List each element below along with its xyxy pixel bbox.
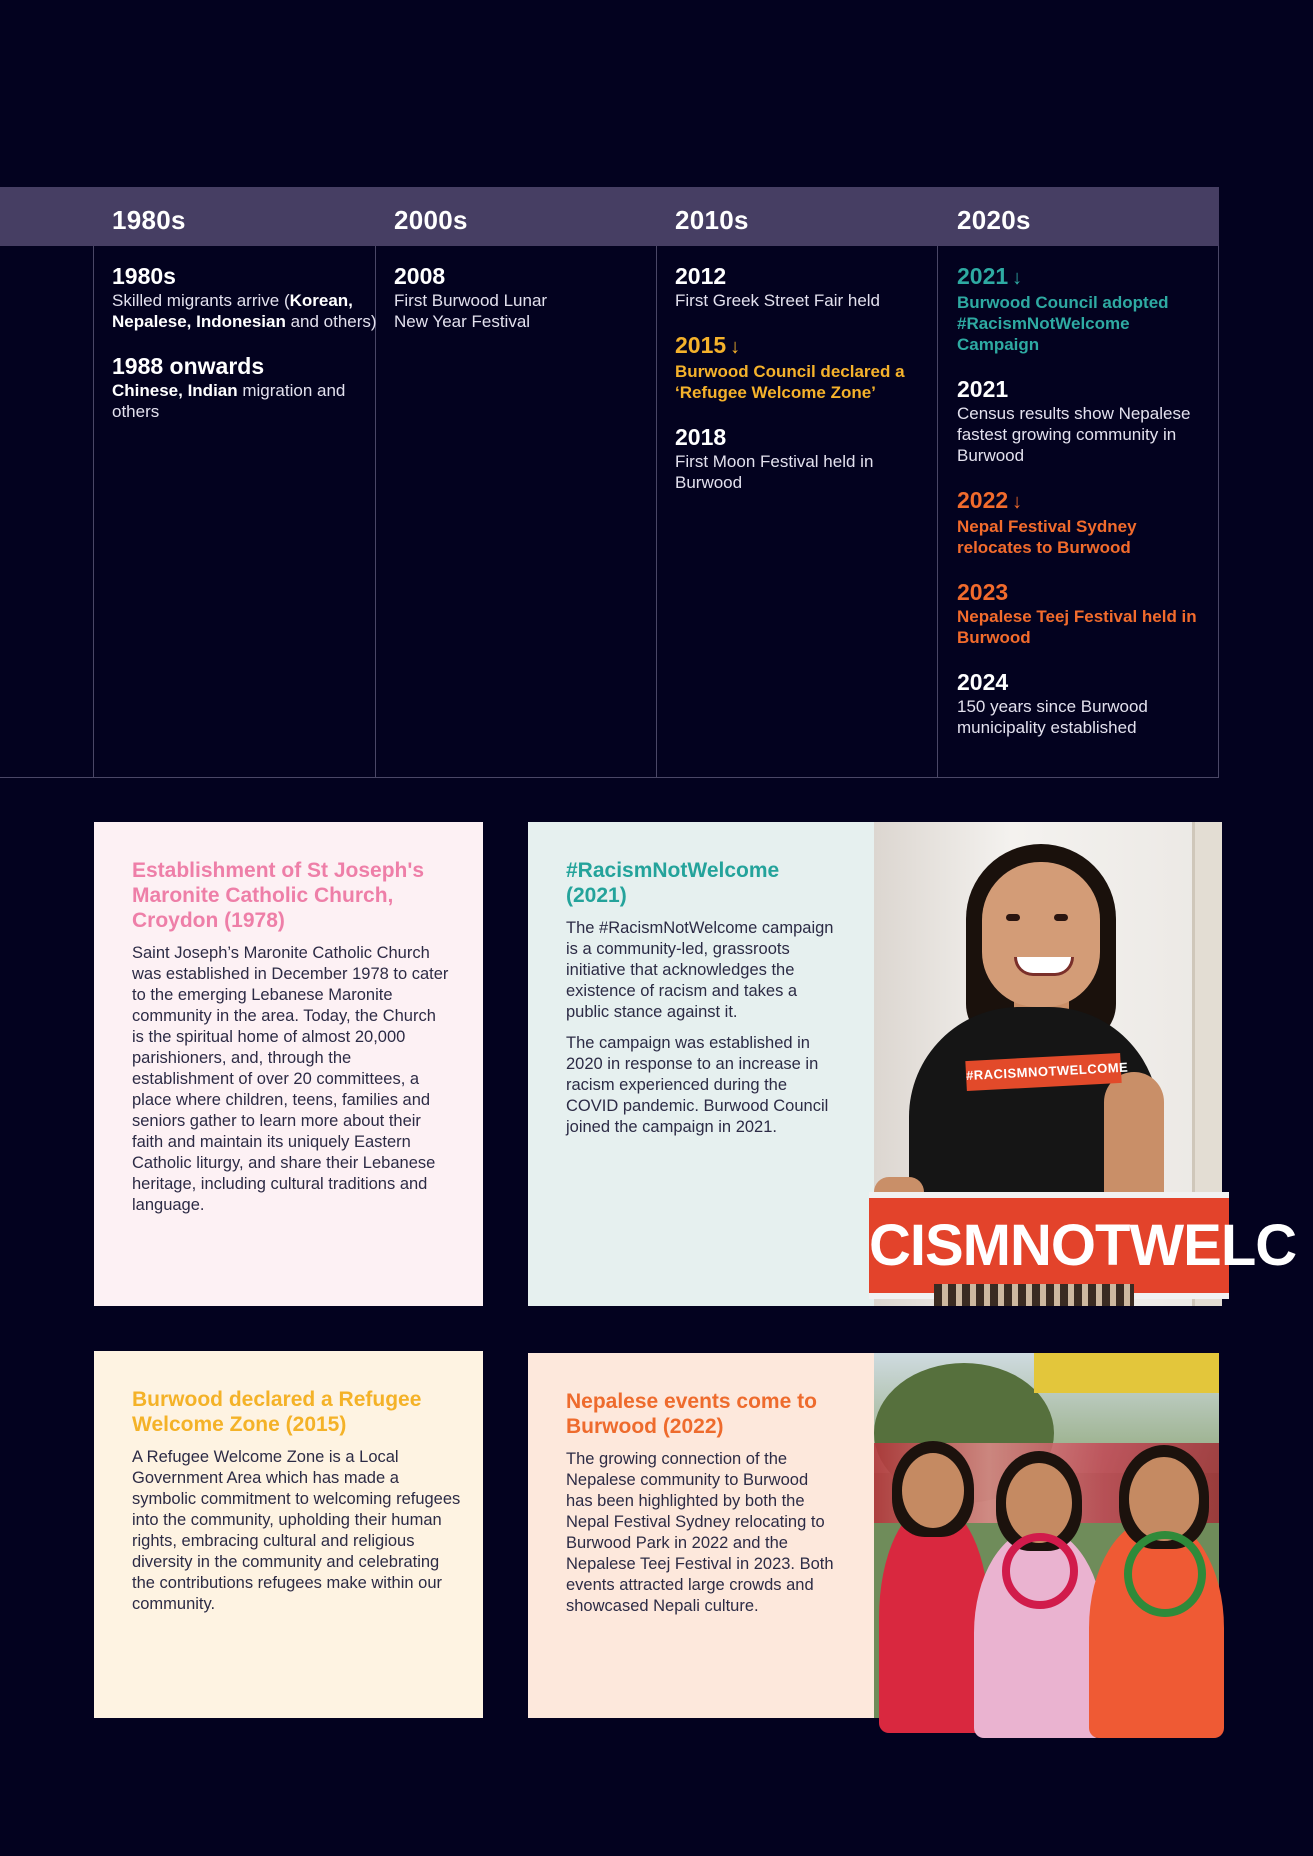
arrow-down-icon: ↓ <box>1012 491 1023 513</box>
arrow-down-icon: ↓ <box>1012 267 1023 289</box>
nepalese-events-card <box>528 1353 1219 1718</box>
timeline-column-2020s <box>957 262 1212 758</box>
timeline-entry <box>675 262 940 311</box>
card-body: Saint Joseph’s Maronite Catholic Church was established in December 1978 to cater to the emerging Lebanese Maronite community in the area. Today, the Church is the spiritual home of almost 20,000 parishioners, and, through the establishment of over 20 committees, a place where children, teens, families and seniors gather to learn more about their faith and maintain its uniquely Eastern Catholic liturgy, and share their Lebanese heritage, including cultural traditions and language. <box>132 944 449 1214</box>
entry-year <box>957 262 1212 292</box>
garland <box>1002 1533 1078 1609</box>
campaign-photo <box>869 822 1297 1306</box>
person-skirt <box>934 1284 1134 1306</box>
timeline-entry-highlight <box>957 578 1212 648</box>
column-divider <box>93 246 94 778</box>
woman-face <box>1129 1457 1199 1541</box>
refugee-welcome-card <box>94 1351 483 1718</box>
card-title: Establishment of St Joseph's Maronite Catholic Church, Croydon (1978) <box>132 859 425 932</box>
person-eye <box>1006 914 1020 921</box>
church-card <box>94 822 483 1306</box>
entry-description: Nepalese Teej Festival held in Burwood <box>957 607 1197 647</box>
entry-year: 2008 <box>394 263 446 289</box>
decade-label: 2020s <box>957 205 1031 235</box>
entry-description: Burwood Council declared a ‘Refugee Welcome Zone’ <box>675 362 905 402</box>
year-text: 2022 <box>957 487 1009 513</box>
racism-not-welcome-card <box>528 822 1297 1306</box>
decade-band <box>0 187 1219 246</box>
entry-description <box>112 380 377 422</box>
timeline-bottom-line <box>0 777 1219 778</box>
card-body: The campaign was established in 2020 in response to an increase in racism experienced during the COVID pandemic. Burwood Council joined the campaign in 2021. <box>566 1034 829 1136</box>
entry-description: First Greek Street Fair held <box>675 291 881 310</box>
desc-bold: Korean, Nepalese, Indonesian <box>112 291 353 331</box>
campaign-sign: CISMNOTWELC <box>869 1192 1229 1299</box>
entry-year <box>957 486 1212 516</box>
card-content <box>132 1387 462 1625</box>
entry-year: 2018 <box>675 424 727 450</box>
entry-description: Nepal Festival Sydney relocates to Burwood <box>957 517 1137 557</box>
timeline-entry <box>112 262 377 332</box>
timeline-column-2000s <box>394 262 554 352</box>
person-face <box>982 862 1100 1007</box>
entry-year: 2021 <box>957 376 1009 402</box>
card-body: The growing connection of the Nepalese community to Burwood has been highlighted by both the Nepal Festival Sydney relocating to Burwood Park in 2022 and the Nepalese Teej Festival in 2023. Both events attracted large crowds and showcased Nepali culture. <box>566 1450 834 1615</box>
entry-description: Census results show Nepalese fastest growing community in Burwood <box>957 404 1191 465</box>
woman-face <box>1006 1463 1072 1543</box>
year-text: 2015 <box>675 332 727 358</box>
card-title: #RacismNotWelcome (2021) <box>566 859 780 907</box>
timeline-entry-highlight <box>675 331 940 403</box>
photo-marquee-roof <box>1034 1353 1219 1393</box>
card-body: A Refugee Welcome Zone is a Local Government Area which has made a symbolic commitment to welcoming refugees into the community, upholding their human rights, embracing cultural and religious diversity in the community and celebrating the contributions refugees make within our community. <box>132 1448 461 1613</box>
card-title: Nepalese events come to Burwood (2022) <box>566 1390 817 1438</box>
woman-face <box>902 1453 964 1528</box>
entry-description: Burwood Council adopted #RacismNotWelcome Campaign <box>957 293 1169 354</box>
timeline-entry <box>112 352 377 422</box>
person-smile <box>1014 957 1074 976</box>
column-divider <box>656 246 657 778</box>
entry-year: 2023 <box>957 579 1009 605</box>
decade-label: 1980s <box>112 205 186 235</box>
festival-photo <box>874 1353 1219 1718</box>
desc-bold: Chinese, Indian <box>112 381 238 400</box>
entry-description <box>112 290 377 332</box>
card-content <box>566 1389 836 1627</box>
desc-text: Skilled migrants arrive ( <box>112 291 290 310</box>
timeline-entry <box>957 668 1212 738</box>
timeline-entry <box>675 423 940 493</box>
timeline-entry <box>394 262 554 332</box>
timeline-column-1980s <box>112 262 377 442</box>
entry-description: 150 years since Burwood municipality established <box>957 697 1148 737</box>
entry-description: First Burwood Lunar New Year Festival <box>394 291 548 331</box>
card-body: The #RacismNotWelcome campaign is a community-led, grassroots initiative that acknowledges the existence of racism and takes a public stance against it. <box>566 919 834 1021</box>
timeline-entry-highlight <box>957 486 1212 558</box>
timeline-entry <box>957 375 1212 466</box>
entry-year: 1988 onwards <box>112 353 265 379</box>
timeline-column-2010s <box>675 262 940 513</box>
column-divider <box>1218 246 1219 778</box>
desc-text: and others) <box>285 312 377 331</box>
garland <box>1124 1531 1206 1617</box>
card-title: Burwood declared a Refugee Welcome Zone (2015) <box>132 1388 422 1436</box>
card-content <box>566 858 836 1148</box>
woman-sari <box>879 1503 989 1733</box>
card-content <box>132 858 452 1226</box>
arrow-down-icon: ↓ <box>730 336 741 358</box>
entry-year: 1980s <box>112 263 176 289</box>
shirt-print: #RACISMNOTWELCOME <box>965 1053 1121 1091</box>
decade-label: 2010s <box>675 205 749 235</box>
entry-year <box>675 331 940 361</box>
entry-year: 2024 <box>957 669 1009 695</box>
person-eye <box>1054 914 1068 921</box>
timeline-entry-highlight <box>957 262 1212 355</box>
desc-text: migration and others <box>112 381 346 421</box>
entry-description: First Moon Festival held in Burwood <box>675 452 874 492</box>
entry-year: 2012 <box>675 263 727 289</box>
year-text: 2021 <box>957 263 1009 289</box>
decade-label: 2000s <box>394 205 468 235</box>
